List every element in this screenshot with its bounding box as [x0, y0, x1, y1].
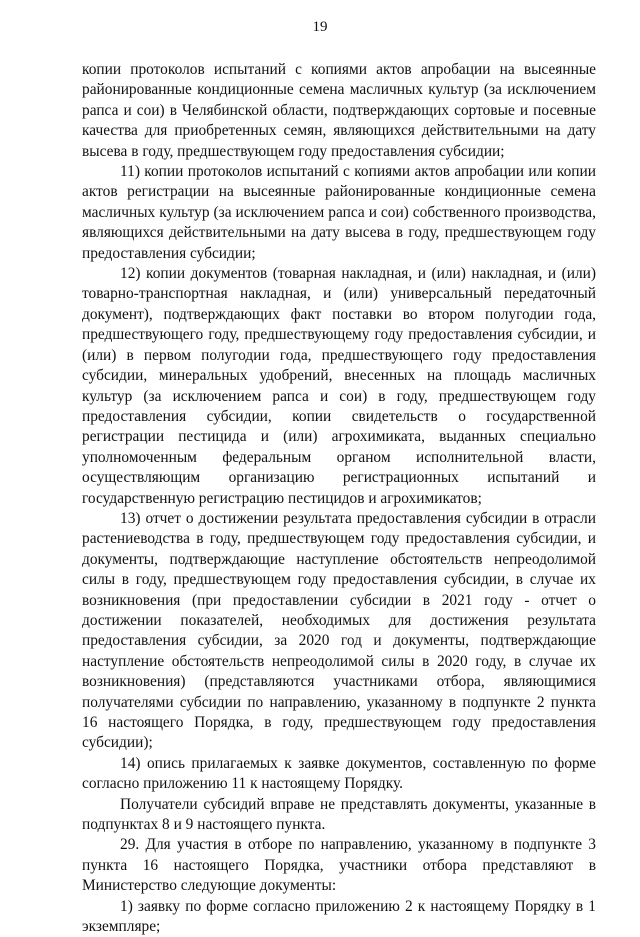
paragraph-item-11: 11) копии протоколов испытаний с копиями актов апробации или копии актов регистрации на высеянные районированные кондиционные семена масличных культур (за исключением рапса и сои) собственного производства, являющихся действительными на дату высева в году, предшествующем году предоставления субсидии;	[82, 163, 596, 262]
paragraph-note: Получатели субсидий вправе не представлять документы, указанные в подпунктах 8 и 9 настоящего пункта.	[82, 795, 596, 834]
paragraph-item-12: 12) копии документов (товарная накладная, и (или) накладная, и (или) товарно-транспортная накладная, и (или) универсальный передаточный документ), подтверждающих факт поставки во втором полугодии года, предшествующего году, предшествующему году предоставления субсидии, и (или) в первом полугодии года, предшествующего году предоставления субсидии, минеральных удобрений, внесенных на площадь масличных культур (за исключением рапса и сои) в году, предшествующем году предоставления субсидии, копии свидетельств о государственной регистрации пестицида и (или) агрохимиката, выданных специально уполномоченным федеральным органом исполнительной власти, осуществляющим организацию регистрационных испытаний и государственную регистрацию пестицидов и агрохимикатов;	[82, 265, 596, 507]
document-body	[82, 60, 596, 937]
paragraph-item-29: 29. Для участия в отборе по направлению, указанному в подпункте 3 пункта 16 настоящего Порядка, участники отбора представляют в Министерство следующие документы:	[82, 836, 596, 895]
paragraph-item-13: 13) отчет о достижении результата предоставления субсидии в отрасли растениеводства в году, предшествующем году предоставления субсидии, и документы, подтверждающие наступление обстоятельств непреодолимой силы в году, предшествующем году предоставления субсидии, в случае их возникновения (при предоставлении субсидии в 2021 году - отчет о достижении показателей, необходимых для достижения результата предоставления субсидии, за 2020 год и документы, подтверждающие наступление обстоятельств непреодолимой силы в 2020 году, в случае их возникновения) (представляются участниками отбора, являющимися получателями субсидии по направлению, указанному в подпункте 2 пункта 16 настоящего Порядка, в году, предшествующем году предоставления субсидии);	[82, 509, 596, 752]
page-number: 19	[312, 19, 328, 35]
paragraph-continuation: копии протоколов испытаний с копиями актов апробации на высеянные районированные кондиционные семена масличных культур (за исключением рапса и сои) в Челябинской области, подтверждающих сортовые и посевные качества для приобретенных семян, являющихся действительными на дату высева в году, предшествующем году предоставления субсидии;	[82, 61, 596, 160]
paragraph-subitem-1: 1) заявку по форме согласно приложению 2 к настоящему Порядку в 1 экземпляре;	[82, 897, 596, 936]
paragraph-item-14: 14) опись прилагаемых к заявке документов, составленную по форме согласно приложению 11 к настоящему Порядку.	[82, 754, 596, 793]
